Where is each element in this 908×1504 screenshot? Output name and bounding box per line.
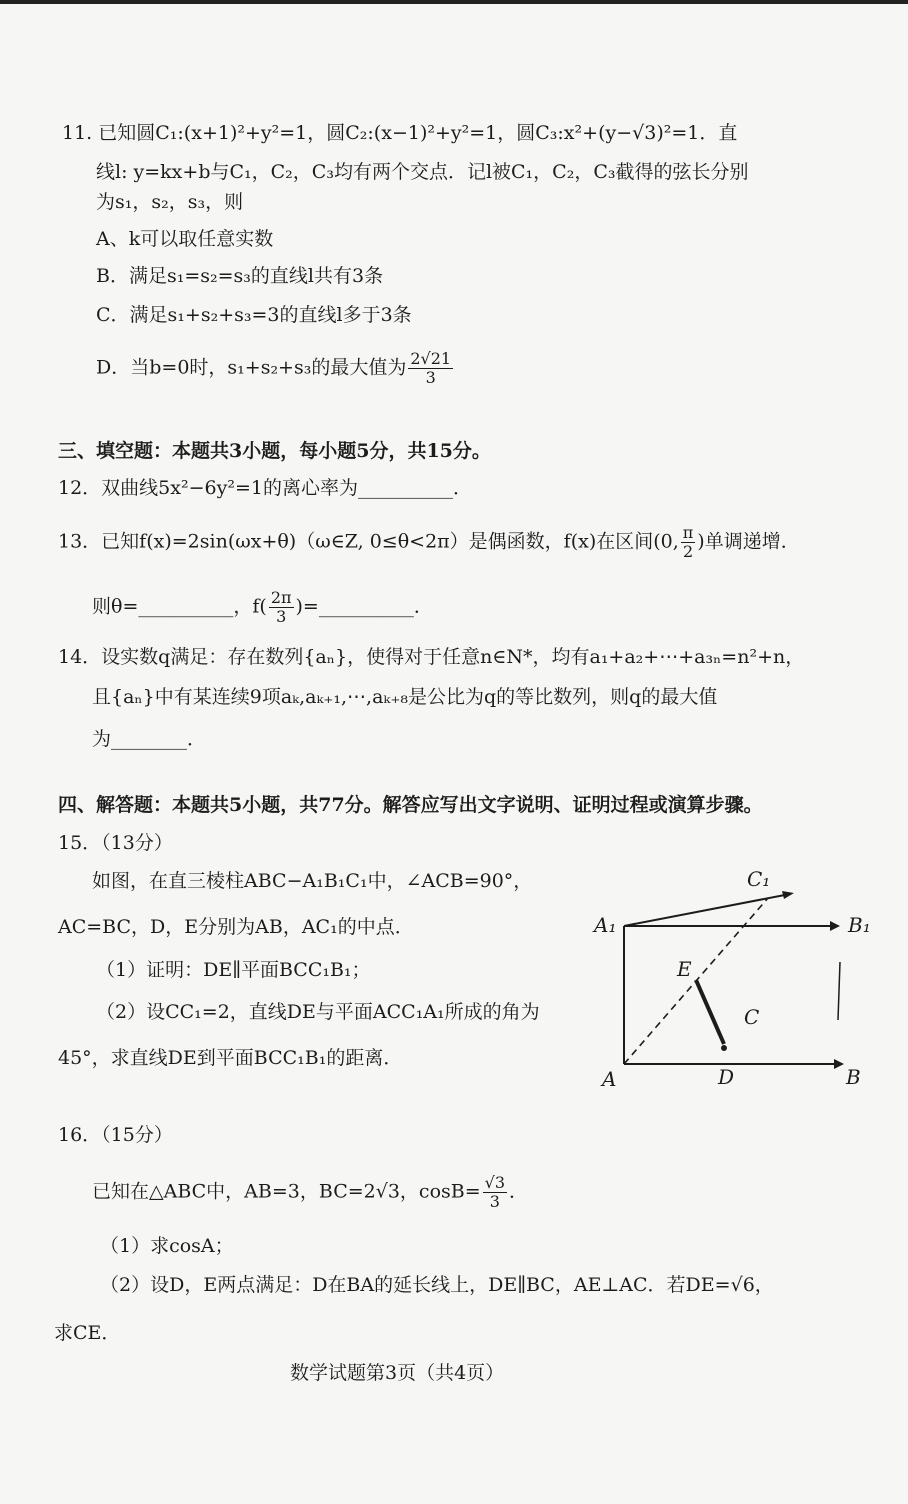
prism-diagram — [592, 862, 882, 1102]
fraction-numerator: 2π — [270, 588, 292, 607]
q13-line2 — [92, 589, 433, 626]
q15-line1: 如图，在直三棱柱ABC−A₁B₁C₁中，∠ACB=90°， — [92, 870, 533, 892]
point-d — [721, 1045, 727, 1051]
q11-option-d-text: D．当b=0时，s₁+s₂+s₃的最大值为 — [96, 356, 407, 379]
q16-fraction-cosb — [483, 1174, 507, 1211]
edge-b-faint — [838, 962, 840, 1020]
q16-line1-start: 已知在△ABC中，AB=3，BC=2√3，cosB= — [92, 1180, 481, 1203]
arrow-head-icon — [830, 921, 840, 931]
q15-line2: AC=BC，D，E分别为AB，AC₁的中点． — [58, 916, 414, 938]
fraction-denominator: 3 — [276, 607, 287, 626]
fraction-numerator: 2√21 — [410, 349, 452, 368]
label-c1: C₁ — [747, 867, 771, 891]
q14-line1: 14．设实数q满足：存在数列{aₙ}，使得对于任意n∈N*，均有a₁+a₂+⋯+a₃ₙ=n²+n， — [58, 646, 805, 668]
q13-line1-start: 13．已知f(x)=2sin(ωx+θ)（ω∈Z, 0≤θ<2π）是偶函数，f(x)在区间(0, — [58, 530, 679, 553]
label-a: A — [602, 1067, 617, 1091]
q12-text: 12．双曲线5x²−6y²=1的离心率为__________． — [58, 477, 472, 499]
q16-part1: （1）求cosA； — [100, 1235, 234, 1257]
arrow-head-icon — [782, 891, 794, 899]
q11-line1: 11. 已知圆C₁:(x+1)²+y²=1，圆C₂:(x−1)²+y²=1，圆C₃:x²+(y−√3)²=1．直 — [62, 122, 738, 144]
edge-a1c1 — [624, 894, 790, 926]
label-b: B — [846, 1065, 861, 1089]
q13-line2-end: )=__________． — [295, 595, 433, 618]
q11-line3: 为s₁，s₂，s₃，则 — [96, 191, 244, 213]
q15-part1: （1）证明：DE∥平面BCC₁B₁； — [96, 959, 371, 981]
section4-heading: 四、解答题：本题共5小题，共77分。解答应写出文字说明、证明过程或演算步骤。 — [58, 794, 763, 816]
fraction-denominator: 3 — [425, 368, 436, 387]
arrow-head-icon — [834, 1059, 844, 1069]
prism-figure — [592, 862, 882, 1102]
q13-line1 — [58, 524, 800, 561]
q15-part2: （2）设CC₁=2，直线DE与平面ACC₁A₁所成的角为 — [96, 1001, 540, 1023]
label-e: E — [677, 957, 692, 981]
q11-option-c: C．满足s₁+s₂+s₃=3的直线l多于3条 — [96, 304, 412, 326]
label-b1: B₁ — [848, 913, 871, 937]
q11-option-d-fraction — [408, 350, 453, 387]
fraction-denominator: 2 — [682, 542, 694, 561]
q13-fraction-2pi-3 — [269, 589, 294, 626]
q15-part2-cont: 45°，求直线DE到平面BCC₁B₁的距离． — [58, 1047, 403, 1069]
page-footer: 数学试题第3页（共4页） — [290, 1362, 505, 1384]
label-d: D — [718, 1065, 735, 1089]
section3-heading: 三、填空题：本题共3小题，每小题5分，共15分。 — [58, 440, 491, 462]
q16-part2: （2）设D，E两点满足：D在BA的延长线上，DE∥BC，AE⊥AC．若DE=√6， — [100, 1274, 774, 1296]
segment-ed — [696, 980, 724, 1044]
q14-line3: 为________． — [92, 728, 207, 750]
fraction-numerator: √3 — [484, 1173, 506, 1192]
q14-line2: 且{aₙ}中有某连续9项aₖ,aₖ₊₁,⋯,aₖ₊₈是公比为q的等比数列，则q的最大值 — [92, 686, 718, 708]
q11-line2: 线l: y=kx+b与C₁，C₂，C₃均有两个交点．记l被C₁，C₂，C₃截得的弦长分别 — [96, 161, 749, 183]
q11-option-b: B．满足s₁=s₂=s₃的直线l共有3条 — [96, 265, 384, 287]
q16-line1 — [92, 1174, 528, 1211]
q16-heading: 16．（15分） — [58, 1124, 173, 1146]
q11-option-d — [96, 350, 455, 387]
label-a1: A₁ — [594, 913, 617, 937]
label-c: C — [744, 1005, 760, 1029]
q11-option-a: A、k可以取任意实数 — [96, 228, 274, 250]
fraction-denominator: 3 — [489, 1192, 500, 1211]
q15-heading: 15．（13分） — [58, 832, 173, 854]
q16-line1-end: ． — [509, 1180, 529, 1203]
top-edge — [0, 0, 908, 4]
q13-fraction-pi-2 — [681, 524, 696, 561]
fraction-numerator: π — [682, 523, 694, 542]
q16-part2-cont: 求CE． — [54, 1322, 121, 1344]
q13-line2-start: 则θ=__________，f( — [92, 595, 267, 618]
q13-line1-end: )单调递增． — [697, 530, 800, 553]
